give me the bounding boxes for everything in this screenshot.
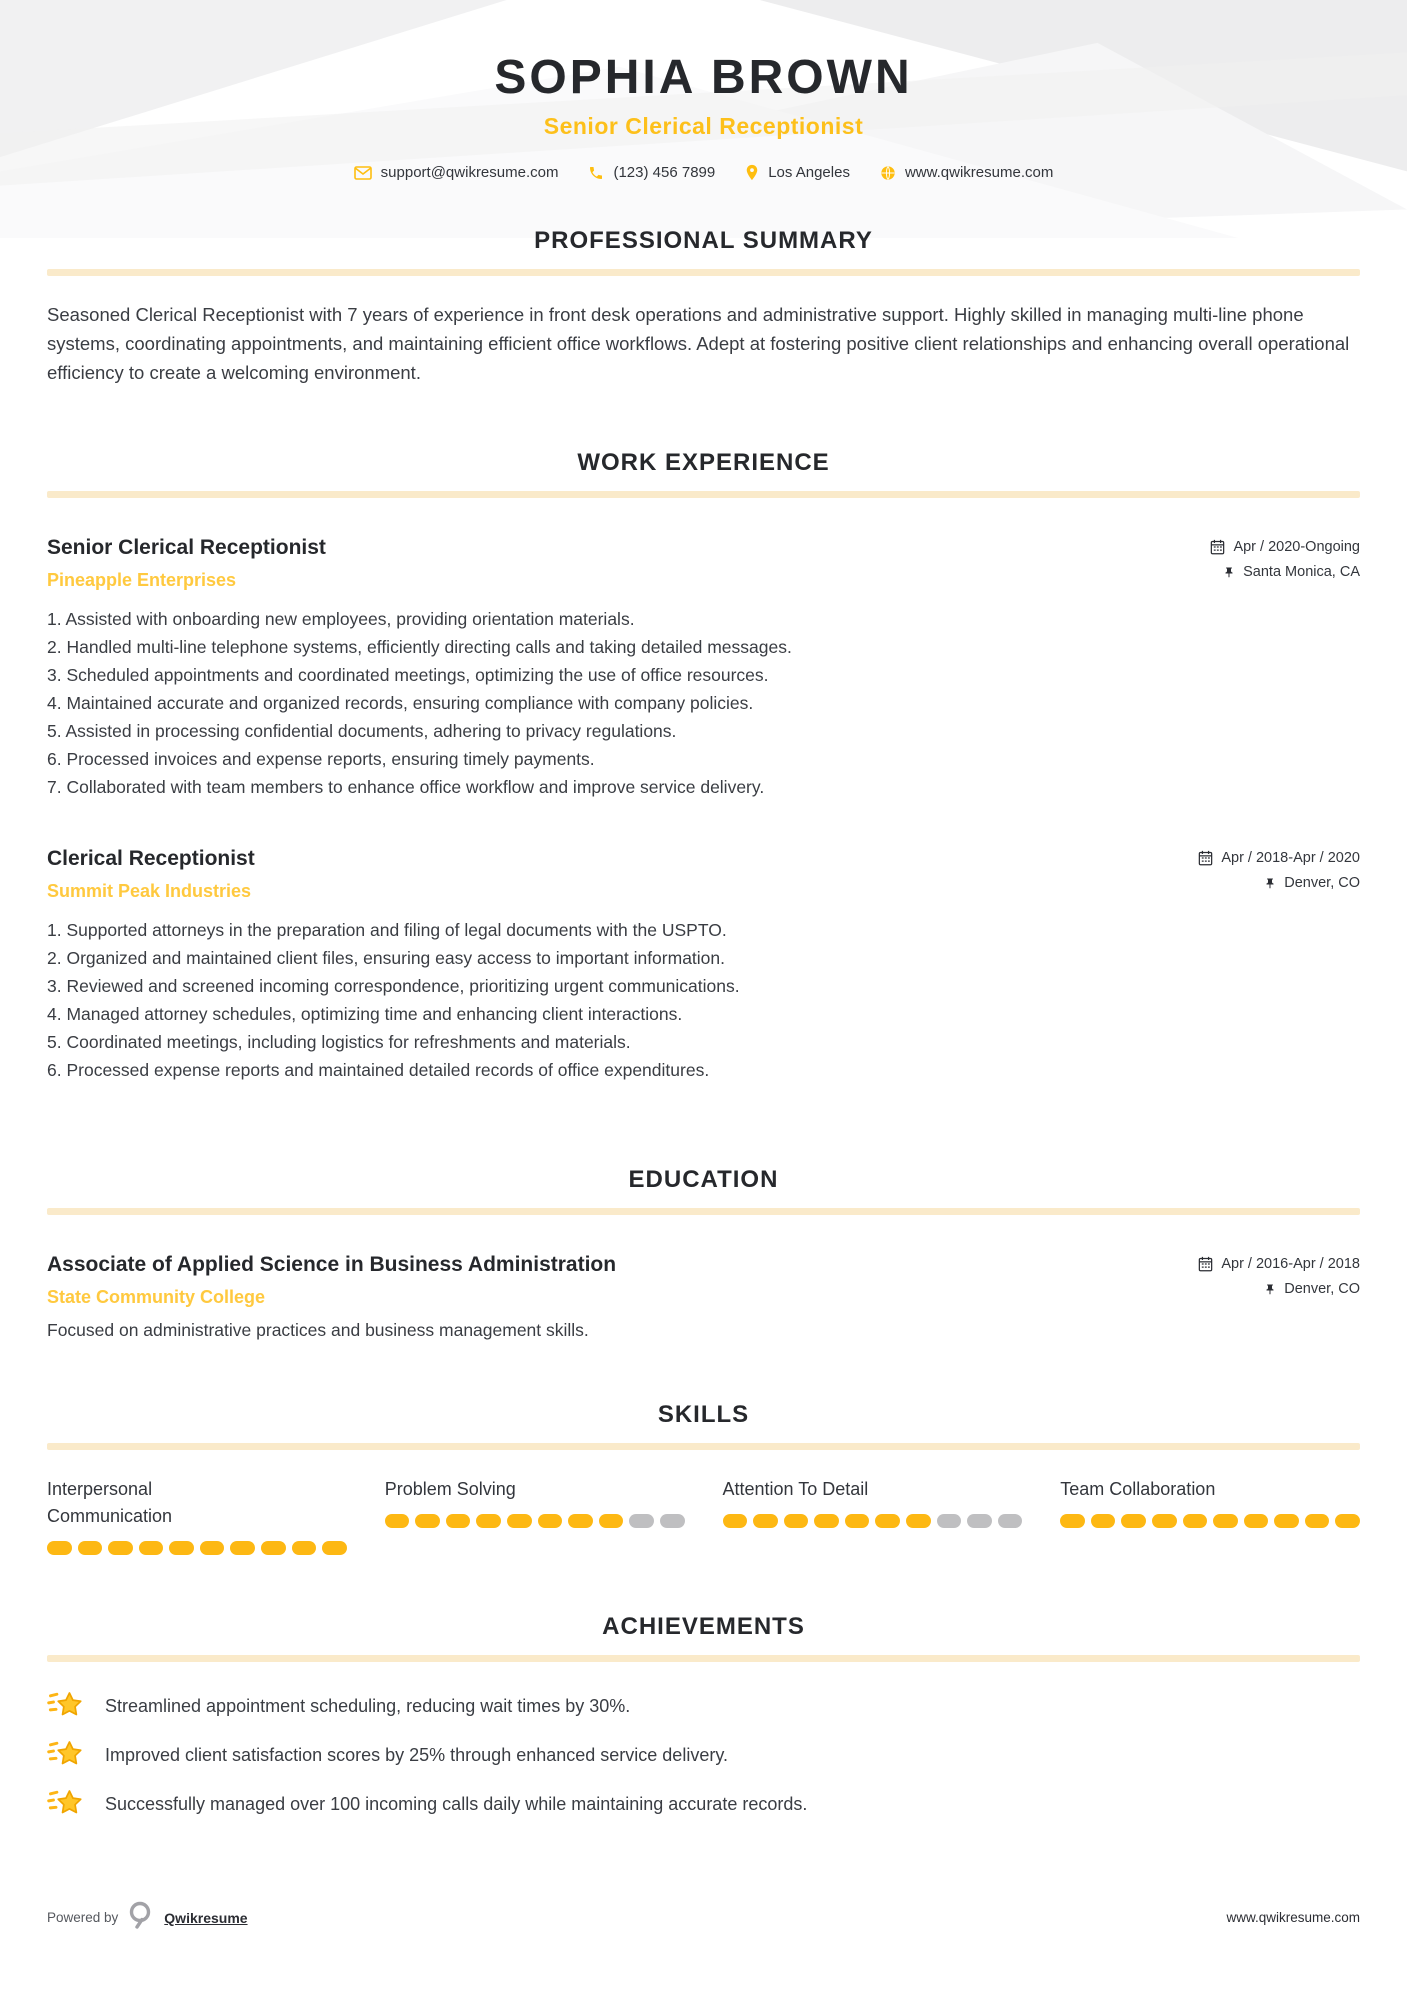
calendar-icon <box>1210 539 1225 555</box>
job-bullet: Supported attorneys in the preparation and filing of legal documents with the USPTO. <box>66 920 727 940</box>
education-degree: Associate of Applied Science in Business Administration <box>47 1253 617 1276</box>
pushpin-icon <box>1264 876 1276 891</box>
skill-name: Interpersonal Communication <box>47 1479 173 1526</box>
section-skills <box>47 1401 1360 1555</box>
skill-level-bar <box>1060 1514 1360 1528</box>
pushpin-icon <box>1223 565 1235 580</box>
skill-level-segment <box>139 1541 164 1555</box>
skill-level-segment <box>814 1514 839 1528</box>
job-bullet: Processed expense reports and maintained detailed records of office expenditures. <box>66 1060 710 1080</box>
skills-heading: SKILLS <box>657 1401 750 1428</box>
powered-by-label: Powered by <box>47 1910 119 1925</box>
job-bullet: Collaborated with team members to enhance office workflow and improve service delivery. <box>66 777 765 797</box>
skill-level-segment <box>47 1541 72 1555</box>
job-dates: Apr / 2018-Apr / 2020 <box>1198 850 1360 866</box>
skill-name: Attention To Detail <box>722 1479 869 1499</box>
skill-item <box>723 1476 1023 1528</box>
skill-level-segment <box>322 1541 347 1555</box>
skill-level-segment <box>476 1514 501 1528</box>
skill-level-segment <box>906 1514 931 1528</box>
job-bullet-list <box>47 605 1360 801</box>
achievement-text: Improved client satisfaction scores by 25% through enhanced service delivery. <box>105 1744 728 1765</box>
contact-website <box>880 164 1053 181</box>
skill-level-segment <box>723 1514 748 1528</box>
job-bullet: Assisted in processing confidential documents, adhering to privacy regulations. <box>65 721 677 741</box>
achievements-heading: ACHIEVEMENTS <box>602 1613 805 1640</box>
skill-level-segment <box>1305 1514 1330 1528</box>
skill-item <box>1060 1476 1360 1528</box>
contact-row <box>47 164 1360 181</box>
job-entry <box>47 847 1360 1084</box>
job-bullet: Coordinated meetings, including logistics for refreshments and materials. <box>66 1032 631 1052</box>
shooting-star-icon <box>47 1786 85 1822</box>
education-location: Denver, CO <box>1264 1281 1360 1297</box>
section-education <box>47 1166 1360 1341</box>
skill-level-bar <box>723 1514 1023 1528</box>
pushpin-icon <box>1264 1282 1276 1297</box>
skill-level-segment <box>629 1514 654 1528</box>
skill-level-segment <box>1152 1514 1177 1528</box>
skill-level-segment <box>753 1514 778 1528</box>
skill-name: Team Collaboration <box>1060 1479 1216 1499</box>
location-pin-icon <box>745 164 759 181</box>
footer <box>47 1901 1360 1934</box>
skill-name: Problem Solving <box>384 1479 516 1499</box>
job-company: Summit Peak Industries <box>47 881 252 901</box>
education-description: Focused on administrative practices and business management skills. <box>47 1320 589 1340</box>
contact-website-text: www.qwikresume.com <box>904 164 1054 181</box>
education-dates: Apr / 2016-Apr / 2018 <box>1198 1256 1360 1272</box>
job-bullet: Reviewed and screened incoming correspondence, prioritizing urgent communications. <box>66 976 740 996</box>
skill-level-segment <box>507 1514 532 1528</box>
contact-phone <box>588 164 715 181</box>
work-heading: WORK EXPERIENCE <box>577 449 830 476</box>
summary-heading: PROFESSIONAL SUMMARY <box>534 227 873 254</box>
heading-underline <box>47 1443 1360 1450</box>
skill-level-segment <box>1213 1514 1238 1528</box>
skill-level-segment <box>169 1541 194 1555</box>
job-bullet: Assisted with onboarding new employees, providing orientation materials. <box>65 609 635 629</box>
skill-level-segment <box>446 1514 471 1528</box>
skill-level-segment <box>292 1541 317 1555</box>
footer-website: www.qwikresume.com <box>1226 1910 1360 1925</box>
skill-level-segment <box>230 1541 255 1555</box>
contact-email-text: support@qwikresume.com <box>380 164 559 181</box>
skill-level-bar <box>47 1541 347 1555</box>
skill-level-segment <box>1244 1514 1269 1528</box>
skill-level-segment <box>599 1514 624 1528</box>
contact-location <box>745 164 850 181</box>
contact-phone-text: (123) 456 7899 <box>613 164 716 181</box>
job-bullet: Maintained accurate and organized records, ensuring compliance with company policies. <box>66 693 754 713</box>
heading-underline <box>47 1208 1360 1215</box>
job-company: Pineapple Enterprises <box>47 570 237 590</box>
skill-level-segment <box>538 1514 563 1528</box>
job-location: Denver, CO <box>1264 875 1360 891</box>
achievement-item <box>47 1737 1360 1773</box>
skill-level-segment <box>78 1541 103 1555</box>
job-bullet-list <box>47 916 1360 1084</box>
skill-level-segment <box>1335 1514 1360 1528</box>
section-work-experience <box>47 449 1360 1084</box>
section-professional-summary <box>47 227 1360 387</box>
skill-level-segment <box>875 1514 900 1528</box>
skill-level-segment <box>415 1514 440 1528</box>
job-entry <box>47 536 1360 801</box>
job-title: Senior Clerical Receptionist <box>47 536 326 559</box>
skill-level-segment <box>1060 1514 1085 1528</box>
skill-item <box>47 1476 347 1555</box>
skill-level-segment <box>200 1541 225 1555</box>
education-entry <box>47 1253 1360 1341</box>
shooting-star-icon <box>47 1737 85 1773</box>
skill-level-segment <box>660 1514 685 1528</box>
skills-grid <box>47 1476 1360 1555</box>
job-location: Santa Monica, CA <box>1223 564 1360 580</box>
email-icon <box>354 166 372 180</box>
job-title: Clerical Receptionist <box>47 847 255 870</box>
heading-underline <box>47 269 1360 276</box>
skill-level-segment <box>1274 1514 1299 1528</box>
job-bullet: Managed attorney schedules, optimizing time and enhancing client interactions. <box>66 1004 683 1024</box>
heading-underline <box>47 1655 1360 1662</box>
skill-level-segment <box>845 1514 870 1528</box>
globe-icon <box>880 165 896 181</box>
achievement-text: Streamlined appointment scheduling, reducing wait times by 30%. <box>105 1695 631 1716</box>
job-bullet: Scheduled appointments and coordinated meetings, optimizing the use of office resources. <box>66 665 769 685</box>
phone-icon <box>588 165 604 181</box>
job-bullet: Handled multi-line telephone systems, efficiently directing calls and taking detailed messages. <box>66 637 792 657</box>
summary-text: Seasoned Clerical Receptionist with 7 years of experience in front desk operations and administrative support. Highly skilled in managing multi-line phone systems, coordinating appointments, and maintaining efficient office workflows. Adept at fostering positive client relationships and enhancing overall operational efficiency to create a welcoming environment. <box>47 304 1350 383</box>
skill-level-segment <box>998 1514 1023 1528</box>
skill-level-segment <box>937 1514 962 1528</box>
skill-level-segment <box>967 1514 992 1528</box>
candidate-job-title: Senior Clerical Receptionist <box>543 113 864 139</box>
candidate-name: SOPHIA BROWN <box>494 51 913 104</box>
contact-email <box>354 164 559 181</box>
skill-level-segment <box>108 1541 133 1555</box>
job-dates: Apr / 2020-Ongoing <box>1210 539 1360 555</box>
achievement-item <box>47 1786 1360 1822</box>
calendar-icon <box>1198 1256 1213 1272</box>
skill-level-segment <box>568 1514 593 1528</box>
skill-level-segment <box>1091 1514 1116 1528</box>
qwikresume-link[interactable]: Qwikresume <box>164 1909 248 1926</box>
section-achievements <box>47 1613 1360 1822</box>
education-school: State Community College <box>47 1287 266 1307</box>
achievement-text: Successfully managed over 100 incoming calls daily while maintaining accurate records. <box>105 1793 808 1814</box>
skill-level-segment <box>261 1541 286 1555</box>
skill-level-bar <box>385 1514 685 1528</box>
skill-level-segment <box>784 1514 809 1528</box>
job-bullet: Processed invoices and expense reports, ensuring timely payments. <box>66 749 595 769</box>
heading-underline <box>47 491 1360 498</box>
skill-level-segment <box>1183 1514 1208 1528</box>
achievement-item <box>47 1688 1360 1724</box>
skill-level-segment <box>1121 1514 1146 1528</box>
calendar-icon <box>1198 850 1213 866</box>
contact-location-text: Los Angeles <box>768 164 850 181</box>
achievement-list <box>47 1688 1360 1822</box>
shooting-star-icon <box>47 1688 85 1724</box>
education-heading: EDUCATION <box>628 1166 779 1193</box>
skill-item <box>385 1476 685 1528</box>
job-bullet: Organized and maintained client files, ensuring easy access to important information. <box>66 948 726 968</box>
skill-level-segment <box>385 1514 410 1528</box>
qwikresume-logo-icon <box>128 1901 154 1934</box>
